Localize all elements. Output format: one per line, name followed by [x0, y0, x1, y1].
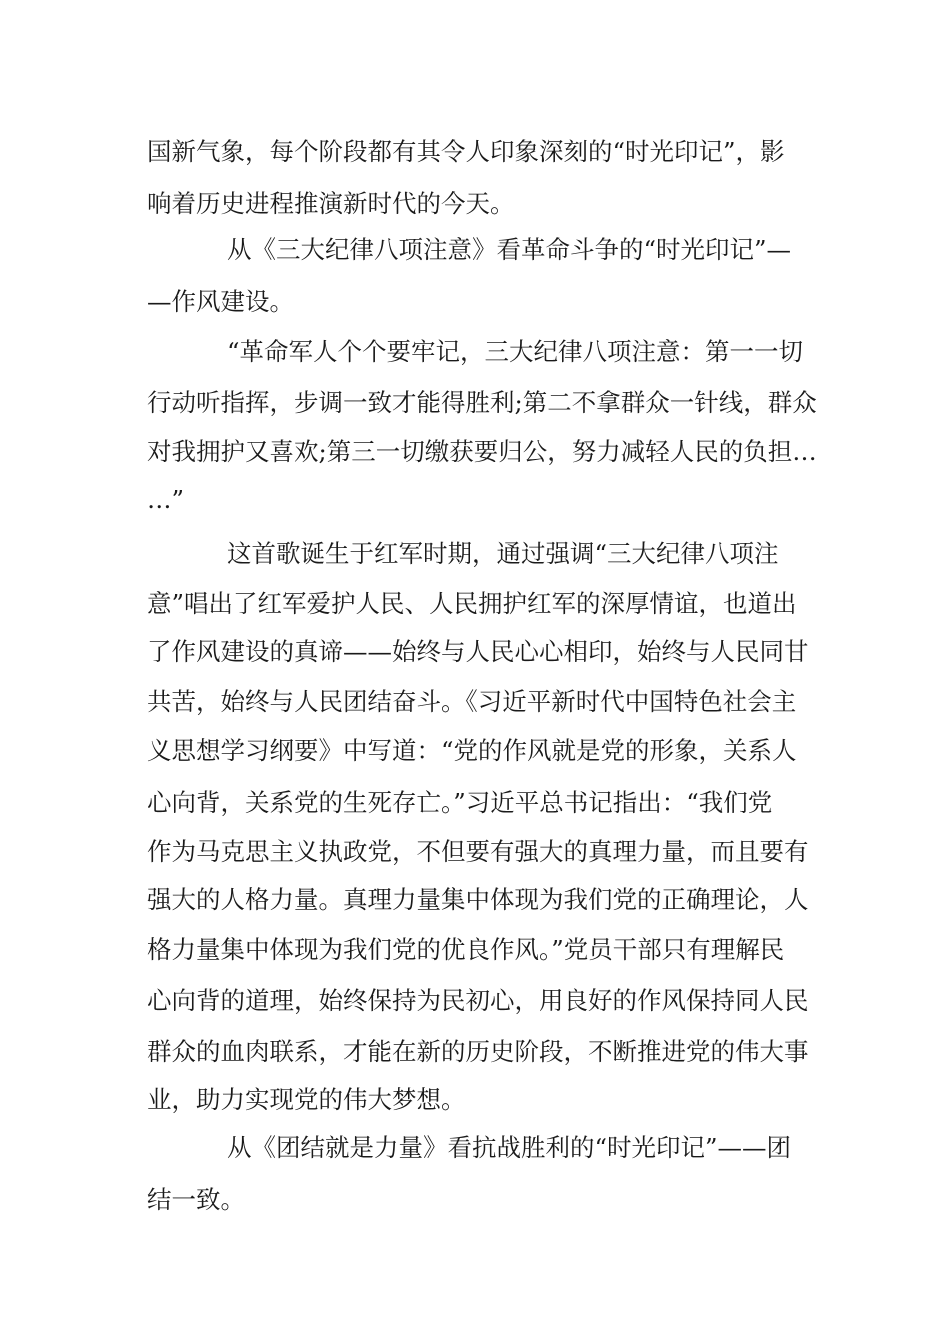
text-line: 共苦，始终与人民团结奋斗。《习近平新时代中国特色社会主	[147, 687, 797, 716]
quote-line: 行动听指挥，步调一致才能得胜利;第二不拿群众一针线，群众	[147, 388, 817, 417]
text-line: 作为马克思主义执政党，不但要有强大的真理力量，而且要有	[147, 837, 809, 866]
text-line: 心向背，关系党的生死存亡。”习近平总书记指出：“我们党	[147, 788, 773, 817]
text-line: 业，助力实现党的伟大梦想。	[147, 1085, 466, 1114]
paragraph-heading-line: 从《团结就是力量》看抗战胜利的“时光印记”——团	[227, 1133, 792, 1162]
text-line: 义思想学习纲要》中写道：“党的作风就是党的形象，关系人	[147, 736, 797, 765]
quote-line: …”	[147, 485, 185, 514]
text-line: 这首歌诞生于红军时期，通过强调“三大纪律八项注	[227, 539, 779, 568]
paragraph-heading-line: 从《三大纪律八项注意》看革命斗争的“时光印记”—	[227, 235, 792, 264]
text-line: 强大的人格力量。真理力量集中体现为我们党的正确理论，人	[147, 885, 809, 914]
text-line: 格力量集中体现为我们党的优良作风。”党员干部只有理解民	[147, 935, 785, 964]
text-line: 响着历史进程推演新时代的今天。	[147, 189, 515, 218]
paragraph-heading-line: —作风建设。	[147, 287, 294, 316]
text-line: 国新气象，每个阶段都有其令人印象深刻的“时光印记”，影	[147, 137, 785, 166]
quote-line: 对我拥护又喜欢;第三一切缴获要归公，努力减轻人民的负担…	[147, 437, 817, 466]
text-line: 了作风建设的真谛——始终与人民心心相印，始终与人民同甘	[147, 637, 809, 666]
quote-line: “革命军人个个要牢记，三大纪律八项注意：第一一切	[227, 337, 804, 366]
text-line: 心向背的道理，始终保持为民初心，用良好的作风保持同人民	[147, 986, 809, 1015]
paragraph-heading-line: 结一致。	[147, 1185, 245, 1214]
text-line: 意”唱出了红军爱护人民、人民拥护红军的深厚情谊，也道出	[147, 589, 797, 618]
text-line: 群众的血肉联系，才能在新的历史阶段，不断推进党的伟大事	[147, 1037, 809, 1066]
